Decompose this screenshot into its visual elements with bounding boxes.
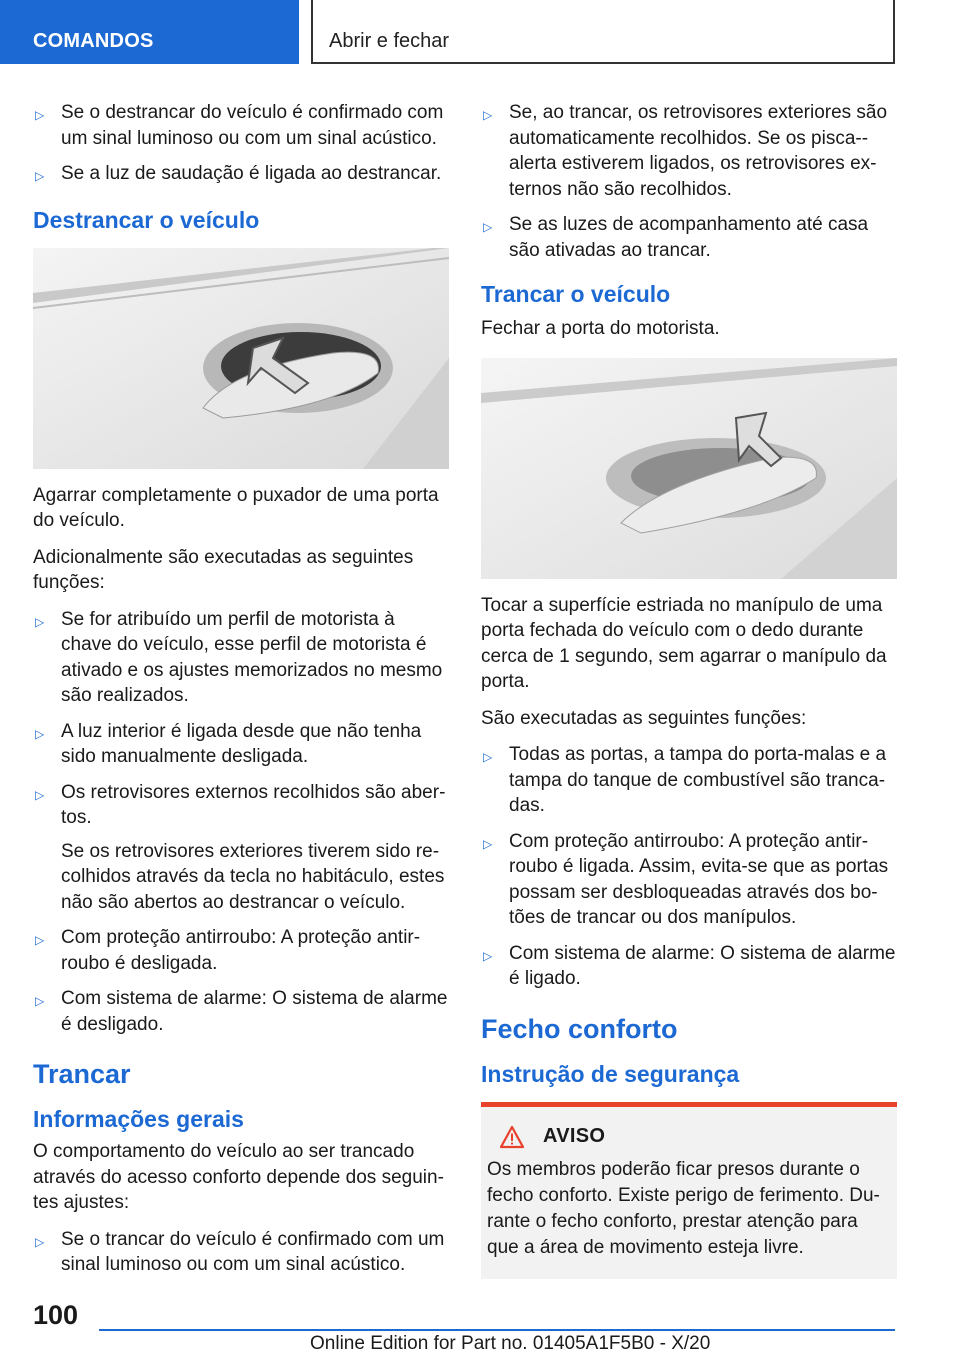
- warning-title: AVISO: [543, 1125, 606, 1147]
- triangle-bullet-icon: ▷: [35, 933, 45, 947]
- heading-instrucao-seguranca: Instrução de segurança: [481, 1060, 740, 1087]
- list-item: ▷ Com sistema de alarme: O sistema de alarme é desligado.: [35, 988, 448, 1035]
- paragraph: São executadas as seguintes funções:: [481, 707, 807, 729]
- triangle-bullet-icon: ▷: [35, 726, 45, 741]
- paragraph: Adicionalmente são executadas as seguintes funções:: [33, 546, 414, 593]
- door-handle-image: [33, 248, 449, 469]
- list-item: ▷ Se a luz de saudação é ligada ao destrancar.: [33, 161, 449, 187]
- heading-trancar: Trancar: [33, 1059, 131, 1089]
- triangle-bullet-icon: ▷: [483, 108, 493, 122]
- unlock-functions-list: [33, 607, 449, 1038]
- left-column: [33, 100, 449, 1288]
- warning-header: [487, 1125, 887, 1149]
- right-column: [481, 100, 897, 1279]
- list-item: ▷ Se o trancar do veículo é confirmado com um sinal luminoso ou com um sinal acústico.: [35, 1228, 445, 1275]
- section-tab: [0, 0, 299, 64]
- page-number: 100: [33, 1300, 79, 1330]
- list-item: ▷ Todas as portas, a tampa do porta-malas e a tampa do tanque de combustível são trancadas.: [483, 744, 887, 816]
- lock-settings-list: [33, 1227, 449, 1278]
- list-item: ▷ Com sistema de alarme: O sistema de alarme é ligado.: [483, 942, 896, 989]
- heading-informacoes-gerais: Informações gerais: [33, 1106, 244, 1132]
- heading-trancar-veiculo: Trancar o veículo: [481, 281, 671, 307]
- list-item: ▷ Com proteção antirroubo: A proteção antirroubo é ligada. Assim, evita-se que as portas possam ser desbloqueadas através dos botões de trancar ou dos manípulos.: [483, 830, 889, 928]
- list-item: ▷ Os retrovisores externos recolhidos são abertos. Se os retrovisores exteriores tiverem sido recolhidos através da tecla no habitáculo, estes não são abertos ao destrancar o veículo.: [33, 780, 449, 916]
- list-item: ▷ A luz interior é ligada desde que não tenha sido manualmente desligada.: [35, 720, 422, 767]
- triangle-bullet-icon: ▷: [35, 108, 45, 122]
- warning-triangle-icon: [499, 1125, 525, 1149]
- heading-fecho-conforto: Fecho conforto: [481, 1013, 678, 1044]
- section-title: COMANDOS: [33, 30, 154, 52]
- lock-settings-list-cont: [481, 100, 897, 263]
- intro-bullet-list: [33, 100, 449, 187]
- paragraph: Agarrar completamente o puxador de uma porta do veículo.: [33, 484, 439, 531]
- edition-footer: Online Edition for Part no. 01405A1F5B0 - X/20: [310, 1333, 711, 1354]
- paragraph: Tocar a superfície estriada no manípulo de uma porta fechada do veículo com o dedo durante cerca de 1 segundo, sem agarrar o manípulo da porta.: [481, 594, 887, 692]
- list-item: ▷ Se o destrancar do veículo é confirmado com um sinal luminoso ou com um sinal acústico.: [35, 102, 444, 149]
- chapter-title: Abrir e fechar: [329, 30, 450, 52]
- paragraph: O comportamento do veículo ao ser trancado através do acesso conforto depende dos seguintes ajustes:: [33, 1141, 444, 1213]
- list-item: ▷ Se for atribuído um perfil de motorista à chave do veículo, esse perfil de motorista é ativado e os ajustes memorizados no mesmo são realizados.: [35, 608, 443, 706]
- triangle-bullet-icon: ▷: [35, 169, 45, 183]
- triangle-bullet-icon: ▷: [483, 750, 493, 764]
- chapter-tab: [311, 0, 895, 64]
- triangle-bullet-icon: ▷: [483, 220, 493, 234]
- triangle-bullet-icon: ▷: [35, 787, 45, 802]
- triangle-bullet-icon: ▷: [35, 1234, 45, 1249]
- paragraph: Fechar a porta do motorista.: [481, 318, 720, 339]
- heading-destrancar: Destrancar o veículo: [33, 206, 260, 233]
- door-handle-touch-image: [481, 358, 897, 579]
- list-item: ▷ Se, ao trancar, os retrovisores exteriores são automaticamente recolhidos. Se os pisca-alerta estiverem ligados, os retrovisores externos não são recolhidos.: [483, 102, 888, 200]
- triangle-bullet-icon: ▷: [483, 836, 493, 851]
- triangle-bullet-icon: ▷: [35, 614, 45, 629]
- triangle-bullet-icon: ▷: [483, 948, 493, 963]
- warning-box: [481, 1102, 897, 1279]
- list-item: ▷ Se as luzes de acompanhamento até casa são ativadas ao trancar.: [483, 214, 869, 261]
- list-item-note: Se os retrovisores exteriores tiverem sido recolhidos através da tecla no habitáculo, estes não são abertos ao destrancar o veículo.: [61, 840, 445, 913]
- footer-divider: [99, 1329, 895, 1331]
- triangle-bullet-icon: ▷: [35, 994, 45, 1008]
- list-item: ▷ Com proteção antirroubo: A proteção antirroubo é desligada.: [35, 927, 421, 974]
- warning-text: Os membros poderão ficar presos durante o fecho conforto. Existe perigo de ferimento. Durante o fecho conforto, prestar atenção para que a área de movimento esteja livre.: [487, 1158, 880, 1258]
- lock-functions-list: [481, 742, 897, 992]
